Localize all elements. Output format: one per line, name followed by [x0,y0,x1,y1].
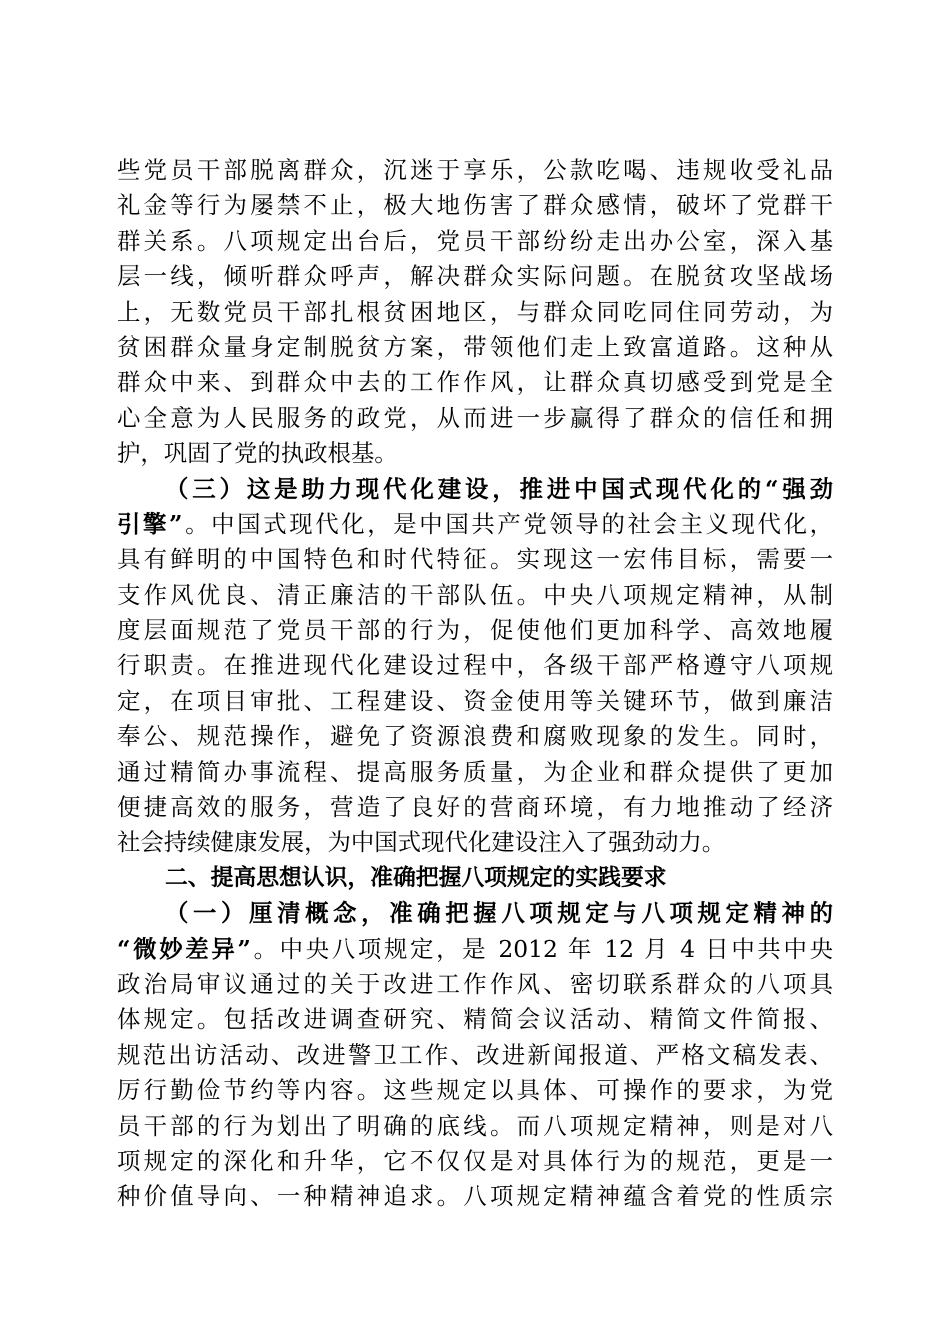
subheading-tail: “微妙差异” [117,934,251,963]
text-line: 定，在项目审批、工程建设、资金使用等关键环节，做到廉洁 [117,686,833,715]
text-run: 。中国式现代化，是中国共产党领导的社会主义现代化， [182,509,833,538]
text-line: 心全意为人民服务的政党，从而进一步赢得了群众的信任和拥 [117,403,833,432]
text-line: 群众中来、到群众中去的工作作风，让群众真切感受到党是全 [117,368,833,397]
paragraph-2 [117,472,833,861]
text-line: 度层面规范了党员干部的行为，促使他们更加科学、高效地履 [117,616,833,645]
paragraph-1 [117,153,833,472]
text-line: 项规定的深化和升华，它不仅仅是对具体行为的规范，更是一 [117,1146,833,1175]
text-line [117,507,833,542]
text-line: 通过精简办事流程、提高服务质量，为企业和群众提供了更加 [117,757,833,786]
text-line: 便捷高效的服务，营造了良好的营商环境，有力地推动了经济 [117,793,833,822]
subheading-tail: 引擎” [117,509,183,538]
text-line: 礼金等行为屡禁不止，极大地伤害了群众感情，破坏了党群干 [117,191,833,220]
text-line: 些党员干部脱离群众，沉迷于享乐，公款吃喝、违规收受礼品 [117,156,833,184]
text-line: 种价值导向、一种精神追求。八项规定精神蕴含着党的性质宗 [117,1182,833,1211]
text-line: 员干部的行为划出了明确的底线。而八项规定精神，则是对八 [117,1111,833,1140]
text-line: 行职责。在推进现代化建设过程中，各级干部严格遵守八项规 [117,651,833,680]
text-line: 政治局审议通过的关于改进工作作风、密切联系群众的八项具 [117,969,833,998]
text-line: 层一线，倾听群众呼声，解决群众实际问题。在脱贫攻坚战场 [117,262,833,291]
text-line: 奉公、规范操作，避免了资源浪费和腐败现象的发生。同时， [117,722,833,751]
text-line [117,932,833,967]
text-line: 体规定。包括改进调查研究、精简会议活动、精简文件简报、 [117,1005,833,1034]
text-line: 护，巩固了党的执政根基。 [117,439,398,468]
text-run: 。中央八项规定，是 2012 年 12 月 4 日中共中央 [250,934,833,963]
text-line: 群关系。八项规定出台后，党员干部纷纷走出办公室，深入基 [117,226,833,255]
text-line: 上，无数党员干部扎根贫困地区，与群众同吃同住同劳动，为 [117,297,833,326]
section-heading: 二、提高思想认识，准确把握八项规定的实践要求 [165,864,667,891]
text-line: 规范出访活动、改进警卫工作、改进新闻报道、严格文稿发表、 [117,1040,833,1069]
subheading-line: （三）这是助力现代化建设，推进中国式现代化的“强劲 [165,474,833,503]
paragraph-3 [117,896,833,1215]
text-line: 厉行勤俭节约等内容。这些规定以具体、可操作的要求，为党 [117,1076,833,1105]
text-line: 支作风优良、清正廉洁的干部队伍。中央八项规定精神，从制 [117,580,833,609]
text-line: 具有鲜明的中国特色和时代特征。实现这一宏伟目标，需要一 [117,545,833,574]
text-line: 贫困群众量身定制脱贫方案，带领他们走上致富道路。这种从 [117,332,833,361]
document-page [117,153,833,1215]
subheading-line: （一）厘清概念，准确把握八项规定与八项规定精神的 [165,899,833,928]
text-line: 社会持续健康发展，为中国式现代化建设注入了强劲动力。 [117,828,726,857]
